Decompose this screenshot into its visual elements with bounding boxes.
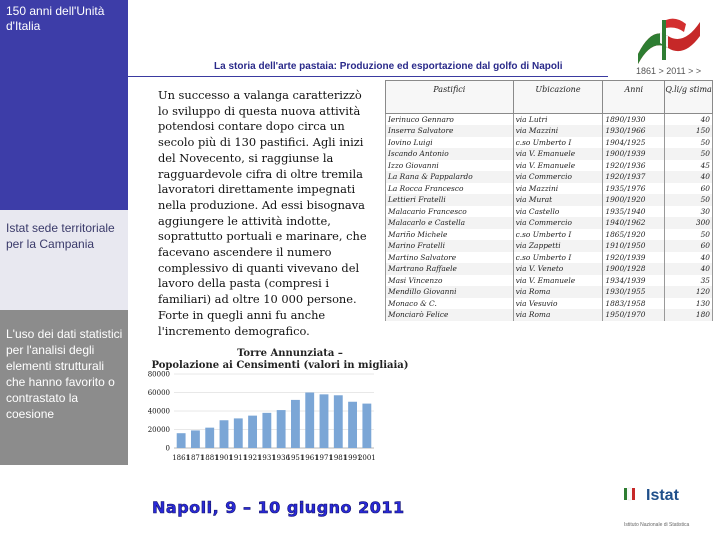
cell-ubicazione: via Murat xyxy=(513,194,603,206)
cell-anni: 1920/1939 xyxy=(603,252,665,264)
cell-quintali: 50 xyxy=(665,137,713,149)
table-row xyxy=(386,217,713,229)
cell-anni: 1900/1939 xyxy=(603,148,665,160)
chart-bar xyxy=(334,395,343,448)
cell-anni: 1935/1940 xyxy=(603,206,665,218)
chart-bar xyxy=(191,430,200,448)
event-date: Napoli, 9 – 10 giugno 2011 xyxy=(152,498,405,517)
istat-logo-word: Istat xyxy=(646,487,679,504)
cell-ubicazione: via Castello xyxy=(513,206,603,218)
cell-anni: 1940/1962 xyxy=(603,217,665,229)
cell-anni: 1920/1937 xyxy=(603,171,665,183)
unita-italia-logo-text: 1861 > 2011 > > xyxy=(636,66,702,76)
cell-quintali: 50 xyxy=(665,194,713,206)
chart-xtick-label: 1901 xyxy=(215,454,233,462)
cell-anni: 1900/1928 xyxy=(603,263,665,275)
cell-quintali: 50 xyxy=(665,148,713,160)
chart-xtick-label: 2001 xyxy=(357,454,376,462)
chart-bar xyxy=(277,410,286,448)
cell-pastificio: Lettieri Fratelli xyxy=(386,194,514,206)
chart-xtick-label: 1931 xyxy=(257,454,276,462)
cell-ubicazione: via V. Veneto xyxy=(513,263,603,275)
chart-bar xyxy=(291,400,300,448)
cell-anni: 1920/1936 xyxy=(603,160,665,172)
chart-xtick-label: 1936 xyxy=(272,454,291,462)
cell-pastificio: Masi Vincenzo xyxy=(386,275,514,287)
cell-ubicazione: via Roma xyxy=(513,309,603,321)
chart-bar xyxy=(320,394,329,448)
cell-quintali: 30 xyxy=(665,206,713,218)
table-row xyxy=(386,137,713,149)
cell-pastificio: Monciarò Felice xyxy=(386,309,514,321)
cell-pastificio: Malacarlo e Castella xyxy=(386,217,514,229)
cell-anni: 1890/1930 xyxy=(603,114,665,126)
cell-quintali: 60 xyxy=(665,183,713,195)
cell-pastificio: Marino Fratelli xyxy=(386,240,514,252)
cell-ubicazione: c.so Umberto I xyxy=(513,137,603,149)
chart-xtick-label: 1971 xyxy=(315,454,333,462)
cell-quintali: 300 xyxy=(665,217,713,229)
cell-ubicazione: via V. Emanuele xyxy=(513,275,603,287)
chart-bar xyxy=(234,418,243,448)
cell-ubicazione: via Mazzini xyxy=(513,183,603,195)
cell-anni: 1934/1939 xyxy=(603,275,665,287)
chart-ytick-label: 80000 xyxy=(147,370,170,379)
chart-ytick-label: 60000 xyxy=(147,389,170,397)
cell-quintali: 180 xyxy=(665,309,713,321)
table-row xyxy=(386,160,713,172)
sidebar-title: 150 anni dell'Unità d'Italia xyxy=(6,4,105,33)
cell-pastificio: Izzo Giovanni xyxy=(386,160,514,172)
chart-xtick-label: 1991 xyxy=(343,454,362,462)
chart-bar xyxy=(205,428,214,448)
cell-ubicazione: via V. Emanuele xyxy=(513,148,603,160)
chart-ytick-label: 0 xyxy=(165,444,170,453)
cell-quintali: 50 xyxy=(665,229,713,241)
cell-anni: 1865/1920 xyxy=(603,229,665,241)
column-header-anni: Anni xyxy=(603,81,665,114)
table-row xyxy=(386,298,713,310)
chart-bar xyxy=(248,416,257,448)
chart-xtick-label: 1911 xyxy=(229,454,248,462)
cell-quintali: 45 xyxy=(665,160,713,172)
cell-ubicazione: via Commercio xyxy=(513,171,603,183)
cell-pastificio: Mendillo Giovanni xyxy=(386,286,514,298)
cell-quintali: 130 xyxy=(665,298,713,310)
cell-pastificio: Iovino Luigi xyxy=(386,137,514,149)
chart-bar xyxy=(177,433,186,448)
cell-quintali: 120 xyxy=(665,286,713,298)
cell-pastificio: Martrano Raffaele xyxy=(386,263,514,275)
cell-anni: 1950/1970 xyxy=(603,309,665,321)
population-bar-chart xyxy=(130,344,409,469)
cell-anni: 1930/1955 xyxy=(603,286,665,298)
table-row xyxy=(386,171,713,183)
istat-logo-subtitle: Istituto Nazionale di Statistica xyxy=(624,522,690,528)
cell-pastificio: La Rocca Francesco xyxy=(386,183,514,195)
body-paragraph: Un successo a valanga caratterizzò lo sviluppo di questa nuova attività potendosi contare dopo circa un secolo più di 130 pastifici. Agli inizi del Novecento, si raggiunse la ragguardevole cifra di oltre tremila lavoratori direttamente impegnati nella produzione. Ad essi bisognava aggiungere le attività indotte, soprattutto portuali e marinare, che facevano ascendere il numero complessivo di quanti vivevano del lavoro della pasta (compresi i familiari) ad oltre 10 000 persone. Forte in quegli anni fu anche l'incremento demografico. xyxy=(158,88,367,338)
cell-anni: 1930/1966 xyxy=(603,125,665,137)
pastifici-table xyxy=(385,80,713,321)
cell-ubicazione: via Zappetti xyxy=(513,240,603,252)
page-title: La storia dell'arte pastaia: Produzione ed esportazione dal golfo di Napoli xyxy=(214,61,563,72)
cell-quintali: 60 xyxy=(665,240,713,252)
cell-pastificio: Malacario Francesco xyxy=(386,206,514,218)
chart-title-line1: Torre Annunziata – xyxy=(237,348,343,359)
sidebar-istat-label: Istat sede territoriale per la Campania xyxy=(6,221,115,251)
column-header-pastifici: Pastifici xyxy=(386,81,514,114)
column-header-ubicazione: Ubicazione xyxy=(513,81,603,114)
chart-bar xyxy=(305,393,314,449)
cell-pastificio: Martino Salvatore xyxy=(386,252,514,264)
cell-anni: 1935/1976 xyxy=(603,183,665,195)
cell-ubicazione: via Lutri xyxy=(513,114,603,126)
cell-ubicazione: c.so Umberto I xyxy=(513,229,603,241)
cell-pastificio: Mariño Michele xyxy=(386,229,514,241)
table-row xyxy=(386,183,713,195)
cell-pastificio: La Rana & Pappalardo xyxy=(386,171,514,183)
cell-anni: 1910/1950 xyxy=(603,240,665,252)
chart-bar xyxy=(262,413,271,448)
table-row xyxy=(386,114,713,126)
cell-pastificio: Monaco & C. xyxy=(386,298,514,310)
cell-pastificio: Ierinuco Gennaro xyxy=(386,114,514,126)
chart-bar xyxy=(348,402,357,448)
cell-ubicazione: via Vesuvio xyxy=(513,298,603,310)
cell-anni: 1900/1920 xyxy=(603,194,665,206)
cell-anni: 1883/1958 xyxy=(603,298,665,310)
table-row xyxy=(386,240,713,252)
chart-xtick-label: 1961 xyxy=(300,454,319,462)
table-header-row xyxy=(386,81,713,114)
table-row xyxy=(386,263,713,275)
chart-bar xyxy=(362,404,371,448)
cell-quintali: 40 xyxy=(665,171,713,183)
cell-quintali: 150 xyxy=(665,125,713,137)
cell-ubicazione: via Mazzini xyxy=(513,125,603,137)
chart-xtick-label: 1881 xyxy=(200,454,219,462)
column-header-quintali: Q.li/g stima xyxy=(665,81,713,114)
table-row xyxy=(386,275,713,287)
cell-pastificio: Inserra Salvatore xyxy=(386,125,514,137)
cell-anni: 1904/1925 xyxy=(603,137,665,149)
chart-ytick-label: 40000 xyxy=(147,407,170,416)
cell-ubicazione: via Roma xyxy=(513,286,603,298)
cell-ubicazione: via Commercio xyxy=(513,217,603,229)
cell-ubicazione: c.so Umberto I xyxy=(513,252,603,264)
chart-ytick-label: 20000 xyxy=(147,426,170,434)
chart-xtick-label: 1981 xyxy=(329,454,348,462)
cell-pastificio: Iscando Antonio xyxy=(386,148,514,160)
unita-italia-flag-logo xyxy=(632,14,704,66)
chart-xtick-label: 1861 xyxy=(172,454,191,462)
chart-xtick-label: 1871 xyxy=(186,454,205,462)
chart-xtick-label: 1921 xyxy=(243,454,262,462)
table-row xyxy=(386,286,713,298)
cell-ubicazione: via V. Emanuele xyxy=(513,160,603,172)
table-row xyxy=(386,309,713,321)
header-divider xyxy=(128,76,608,77)
table-row xyxy=(386,125,713,137)
cell-quintali: 35 xyxy=(665,275,713,287)
table-row xyxy=(386,148,713,160)
cell-quintali: 40 xyxy=(665,114,713,126)
chart-title-line2: Popolazione ai Censimenti (valori in migliaia) xyxy=(151,360,409,371)
cell-quintali: 40 xyxy=(665,263,713,275)
chart-bar xyxy=(220,420,229,448)
chart-xtick-label: 1951 xyxy=(286,454,305,462)
table-row xyxy=(386,206,713,218)
table-row xyxy=(386,194,713,206)
table-row xyxy=(386,252,713,264)
sidebar-note: L'uso dei dati statistici per l'analisi degli elementi strutturali che hanno favorito o contrastato la coesione xyxy=(6,327,123,421)
cell-quintali: 40 xyxy=(665,252,713,264)
table-row xyxy=(386,229,713,241)
